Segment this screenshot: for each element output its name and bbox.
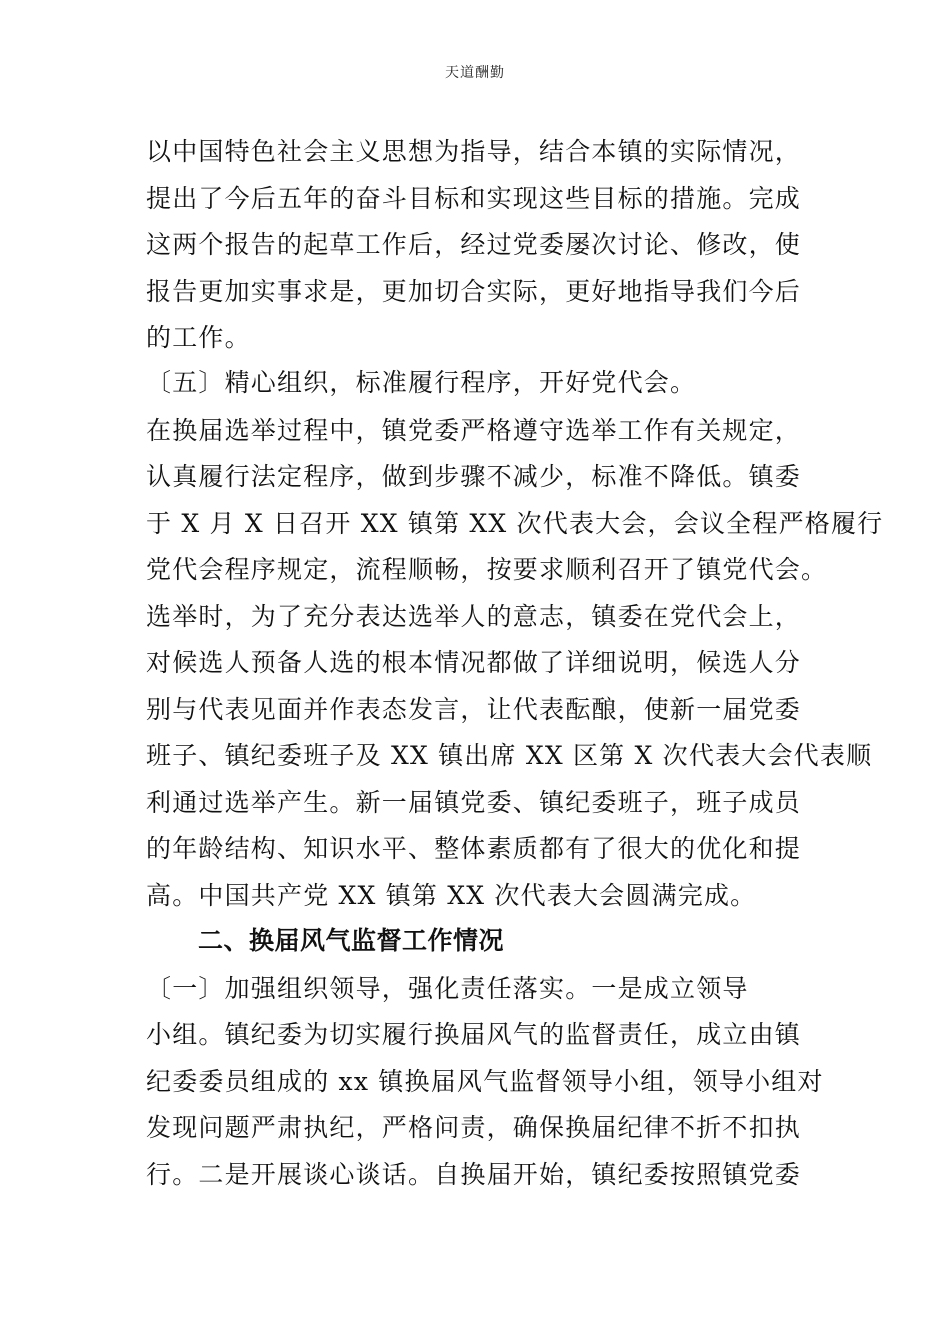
paragraph-line: 提出了今后五年的奋斗目标和实现这些目标的措施。完成 [146,184,802,213]
paragraph-line: 别与代表见面并作表态发言，让代表酝酿，使新一届党委 [146,695,802,724]
paragraph-line: 对候选人预备人选的根本情况都做了详细说明，候选人分 [146,648,802,677]
page-header-motto: 天道酬勤 [445,65,505,81]
paragraph-line: 的工作。 [146,323,251,352]
paragraph-line: 的年龄结构、知识水平、整体素质都有了很大的优化和提 [146,834,802,863]
paragraph-line: 发现问题严肃执纪，严格问责，确保换届纪律不折不扣执 [146,1113,802,1142]
paragraph-line: 利通过选举产生。新一届镇党委、镇纪委班子，班子成员 [146,788,802,817]
paragraph-line: 行。二是开展谈心谈话。自换届开始，镇纪委按照镇党委 [146,1160,802,1189]
paragraph-line: 〔一〕加强组织领导，强化责任落实。一是成立领导 [146,974,749,1003]
paragraph-line: 班子、镇纪委班子及 XX 镇出席 XX 区第 X 次代表大会代表顺 [146,741,873,770]
section-heading: 二、换届风气监督工作情况 [198,926,505,955]
paragraph-line: 小组。镇纪委为切实履行换届风气的监督责任，成立由镇 [146,1020,802,1049]
paragraph-line: 选举时，为了充分表达选举人的意志，镇委在党代会上， [146,602,802,631]
paragraph-line: 报告更加实事求是，更加切合实际，更好地指导我们今后 [146,277,802,306]
paragraph-line: 高。中国共产党 XX 镇第 XX 次代表大会圆满完成。 [146,881,757,910]
paragraph-line: 在换届选举过程中，镇党委严格遵守选举工作有关规定， [146,416,802,445]
paragraph-line: 纪委委员组成的 xx 镇换届风气监督领导小组，领导小组对 [146,1067,824,1096]
paragraph-line: 认真履行法定程序，做到步骤不减少，标准不降低。镇委 [146,462,802,491]
paragraph-line: 以中国特色社会主义思想为指导，结合本镇的实际情况， [146,137,802,166]
paragraph-line: 党代会程序规定，流程顺畅，按要求顺利召开了镇党代会。 [146,555,828,584]
section-subheading: 〔五〕精心组织，标准履行程序，开好党代会。 [146,368,697,397]
paragraph-line: 于 X 月 X 日召开 XX 镇第 XX 次代表大会，会议全程严格履行 [146,509,884,538]
paragraph-line: 这两个报告的起草工作后，经过党委屡次讨论、修改，使 [146,230,802,259]
